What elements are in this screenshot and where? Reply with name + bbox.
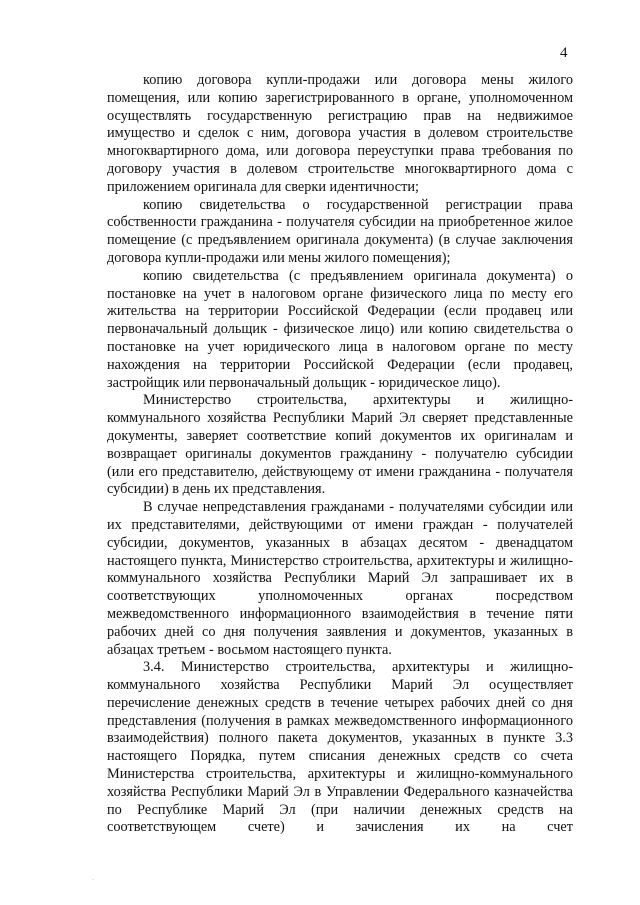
document-body (107, 72, 573, 837)
page-number: 4 (560, 45, 568, 61)
paragraph-tax-registration: копию свидетельства (с предъявлением оригинала документа) о постановке на учет в налоговом органе физического лица по месту его жительства на территории Российской Федерации (если продавец или первоначальный дольщик - физическое лицо) или копию свидетельства о постановке на учет юридического лица в налоговом органе по месту нахождения на территории Российской Федерации (если продавец, застройщик или первоначальный дольщик - юридическое лицо). (107, 267, 573, 391)
paragraph-ownership-certificate: копию свидетельства о государственной регистрации права собственности гражданина - получателя субсидии на приобретенное жилое помещение (с предъявлением оригинала документа) (в случае заключения договора купли-продажи или мены жилого помещения); (107, 196, 573, 266)
paragraph-interagency-request: В случае непредставления гражданами - получателями субсидии или их представителями, действующими от имени граждан - получателей субсидии, документов, указанных в абзацах десятом - двенадцатом настоящего пункта, Министерство строительства, архитектуры и жилищно-коммунального хозяйства Республики Марий Эл запрашивает их в соответствующих уполномоченных органах посредством межведомственного информационного взаимодействия в течение пяти рабочих дней со дня получения заявления и документов, указанных в абзацах третьем - восьмом настоящего пункта. (107, 499, 573, 658)
paragraph-ministry-verification: Министерство строительства, архитектуры и жилищно-коммунального хозяйства Республики Марий Эл сверяет представленные документы, заверяет соответствие копий документов их оригиналам и возвращает оригиналы документов гражданину - получателю субсидии (или его представителю, действующему от имени гражданина - получателя субсидии) в день их представления. (107, 392, 573, 498)
scan-mark: · (92, 876, 95, 884)
paragraph-contract-copy: копию договора купли-продажи или договора мены жилого помещения, или копию зарегистрированного в органе, уполномоченном осуществлять государственную регистрацию прав на недвижимое имущество и сделок с ним, договора участия в долевом строительстве многоквартирного дома, или договора переуступки права требования по договору участия в долевом строительстве многоквартирного дома с приложением оригинала для сверки идентичности; (107, 72, 573, 195)
paragraph-section-3-4: 3.4. Министерство строительства, архитектуры и жилищно-коммунального хозяйства Республики Марий Эл осуществляет перечисление денежных средств в течение четырех рабочих дней со дня представления (получения в рамках межведомственного информационного взаимодействия) полного пакета документов, указанных в пункте 3.3 настоящего Порядка, путем списания денежных средств со счета Министерства строительства, архитектуры и жилищно-коммунального хозяйства Республики Марий Эл в Управлении Федерального казначейства по Республике Марий Эл (при наличии денежных средств на соответствующем счете) и зачисления их на счет (107, 659, 573, 836)
